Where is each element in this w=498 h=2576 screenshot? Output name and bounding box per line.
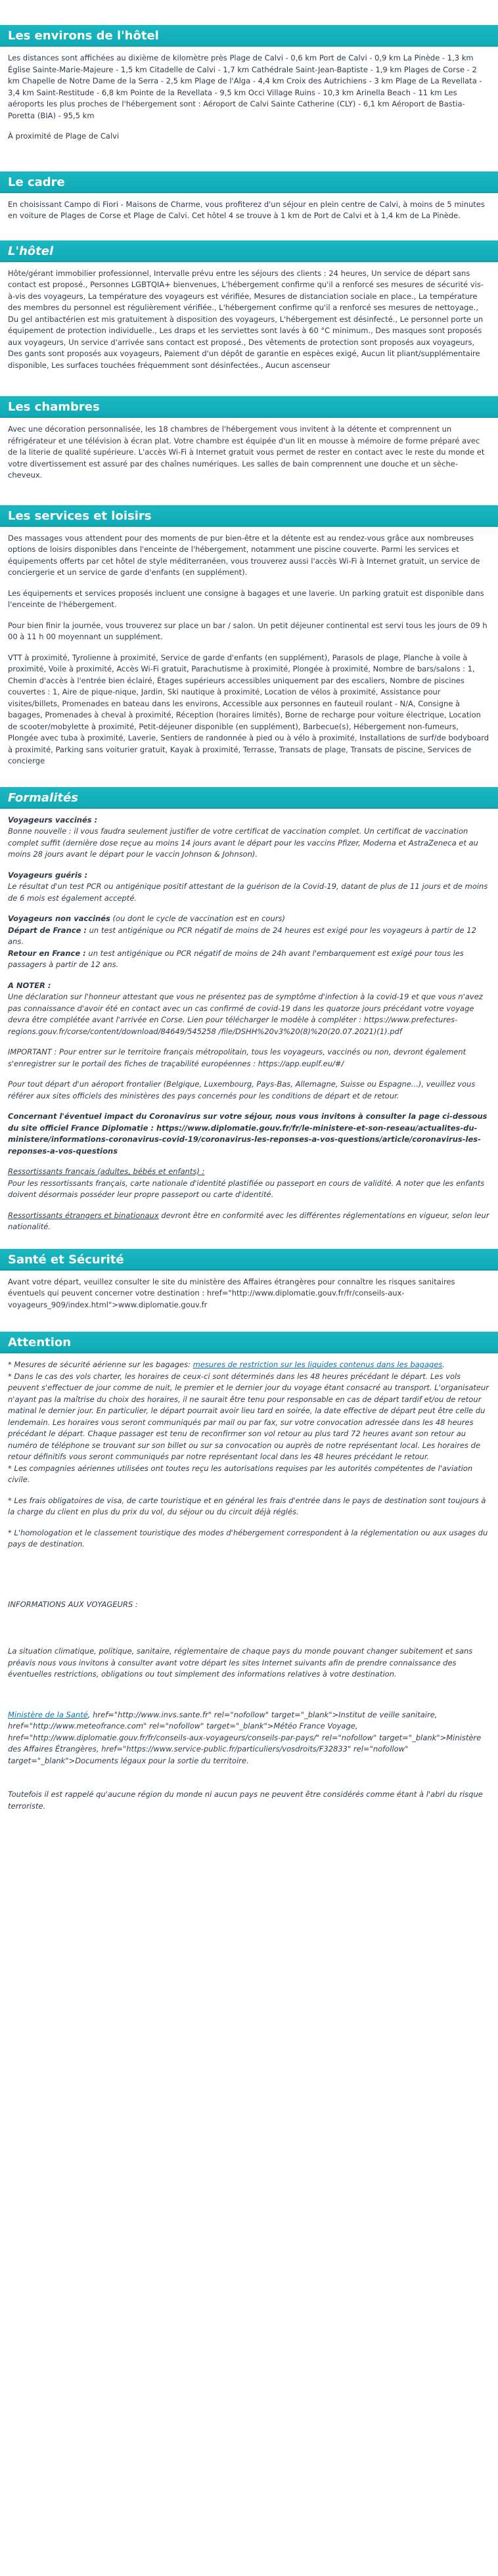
section-cadre <box>0 193 498 222</box>
environs-distances-text: Les distances sont affichées au dixième de kilomètre près Plage de Calvi - 0,6 km Port de Calvi - 0,9 km La Pinède - 1,3 km Église Sainte-Marie-Majeure - 1,5 km Citadelle de Calvi - 1,7 km Cathédrale Saint-Jean-Baptiste - 1,9 km Plages de Corse - 2 km Chapelle de Notre Dame de la Serra - 2,5 km Plage de l'Alga - 4,4 km Croix des Autrichiens - 3 km Plage de La Revellata - 3,4 km Saint-Restitude - 6,8 km Pointe de la Revellata - 9,5 km Occi Village Ruins - 10,3 km Arinella Beach - 11 km Les aéroports les plus proches de l'hébergement sont : Aéroport de Calvi Sainte Catherine (CLY) - 6,1 km Aéroport de Bastia-Poretta (BIA) - 95,5 km <box>8 53 482 120</box>
french-nationals-block <box>8 1166 490 1201</box>
section-chambres <box>0 418 498 482</box>
health-ministry-link[interactable]: Ministère de la Santé <box>8 1709 88 1719</box>
services-text-2: Les équipements et services proposés incluent une consigne à bagages et une laverie. Un parking gratuit est disponible dans l'enceinte de l'hébergement. <box>8 588 484 609</box>
chambres-text: Avec une décoration personnalisée, les 18 chambres de l'hébergement vous invitent à la détente et comprennent un réfrigérateur et une télévision à écran plat. Votre chambre est équipée d'un lit en mousse à mémoire de forme préparé avec de la literie de qualité supérieure. L'accès Wi-Fi à Internet gratuit vous permet de rester en contact avec le reste du monde et votre divertissement est assuré par des chaînes numériques. Les salles de bain comprennent une douche et un sèche-cheveux. <box>8 424 485 480</box>
section-title-services: Les services et loisirs <box>0 505 498 527</box>
note-heading: A NOTER : <box>8 980 51 990</box>
section-title-attention: Attention <box>0 1332 498 1353</box>
french-nationals-text: Pour les ressortissants français, carte nationale d'identité plastifiée ou passeport en cours de validité. A noter que les enfants doivent désormais posséder leur propre passeport ou carte d'identité. <box>8 1178 485 1199</box>
environs-proximity-text: À proximité de Plage de Calvi <box>8 131 120 141</box>
recovered-text: Le résultat d'un test PCR ou antigénique positif attestant de la guérison de la Covid-19, datant de plus de 11 jours et de moins de 6 mois est également accepté. <box>8 882 488 903</box>
attention-bullet-1-pre: * Mesures de sécurité aérienne sur les bagages: <box>8 1360 193 1369</box>
situation-text: La situation climatique, politique, sanitaire, réglementaire de chaque pays du monde pouvant changer subitement et sans préavis nous vous invitons à consulter avant votre départ les sites Internet suivants afin de prendre connaissance des éventuelles restrictions, obligations ou tout simplement des informations relatives à votre destination. <box>8 1646 473 1679</box>
note-block <box>8 980 490 1038</box>
terrorism-notice: Toutefois il est rappelé qu'aucune région du monde ni aucun pays ne peuvent être considérés comme étant à l'abri du risque terroriste. <box>8 1790 483 1811</box>
border-airport-text: Pour tout départ d'un aéroport frontalier (Belgique, Luxembourg, Pays-Bas, Allemagne, Suisse ou Espagne...), veuillez vous référer aux sites officiels des ministères des pays concernés pour les conditions de départ et de retour. <box>8 1079 476 1100</box>
foreign-nationals-text: devront être en conformité avec les différentes réglementations en vigueur, selon leur nationalité. <box>8 1210 489 1231</box>
recovered-heading: Voyageurs guéris : <box>8 870 88 880</box>
section-hotel <box>0 262 498 372</box>
section-title-hotel <box>0 240 498 262</box>
vaccinated-heading: Voyageurs vaccinés : <box>8 815 98 825</box>
services-text-4: VTT à proximité, Tyrolienne à proximité, Service de garde d'enfants (en supplément), Parasols de plage, Planche à voile à proximité, Voile à proximité, Accès Wi-Fi gratuit, Parachutisme à proximité, Plongée à proximité, Nombre de bars/salons : 1, Chemin d'accès à l'entrée bien éclairé, Étages supérieurs accessibles uniquement par des escaliers, Nombre de piscines couvertes : 1, Aire de pique-nique, Jardin, Ski nautique à proximité, Location de vélos à proximité, Assistance pour visites/billets, Promenades en bateau dans les environs, Accessible aux personnes en fauteuil roulant - N/A, Consigne à bagages, Promenades à cheval à proximité, Réception (horaires limités), Borne de recharge pour voiture électrique, Location de scooter/mobylette à proximité, Petit-déjeuner disponible (en supplément), Barbecue(s), Hébergement non-fumeurs, Plongée avec tuba à proximité, Laverie, Sentiers de randonnée à pied ou à vélo à proximité, Installations de surf/de bodyboard à proximité, Parking sans voiturier gratuit, Kayak à proximité, Terrasse, Transats de plage, Transats de piscine, Services de concierge <box>8 652 489 765</box>
attention-bullet-2: * Dans le cas des vols charter, les horaires de ceux-ci sont déterminés dans les 48 heures précédant le départ. Les vols peuvent s'effectuer de jour comme de nuit, le premier et le dernier jour du voyage étant consacré au transport. L'organisateur n'ayant pas la maîtrise du choix des horaires, il ne saurait être tenu pour responsable en cas de départ tardif et/ou de retour matinal le dernier jour. En particulier, le départ pourrait avoir lieu tard en soirée, la date effective de départ peut être celle du lendemain. Les horaires vous seront communiqués par mail ou par fax, sur votre convocation adressée dans les 48 heures précédant le départ. Chaque passager est tenu de reconfirmer son vol retour au plus tard 72 heures avant son retour au numéro de téléphone se trouvant sur son billet ou sur sa convocation ou auprès de notre représentant local. Les horaires de retour définitifs vous seront communiqués par notre représentant local dans les 48 heures précédant le retour. <box>8 1371 489 1461</box>
attention-bullet-1 <box>8 1359 490 1486</box>
attention-bullet-5: * L'homologation et le classement touristique des modes d'hébergement correspondent à la réglementation ou aux usages du pays de destination. <box>8 1527 488 1548</box>
foreign-nationals-block <box>8 1210 490 1233</box>
departure-text: un test antigénique ou PCR négatif de moins de 24 heures est exigé pour les voyageurs à partir de 12 ans. <box>8 925 476 946</box>
sante-text: Avant votre départ, veuillez consulter le site du ministère des Affaires étrangères pour connaître les risques sanitaires éventuels qui peuvent concerner votre destination : href="http://www.diplomatie.gouv.fr/fr/conseils-aux-voyageurs_909/index.html">www.diplomatie.gouv.fr <box>8 1277 455 1309</box>
note-text: Une déclaration sur l'honneur attestant que vous ne présentez pas de symptôme d'infection à la covid-19 et que vous n'avez pas connaissance d'avoir été en contact avec un cas confirmé de covid-19 dans les quatorze jours précédant votre voyage devra être complétée avant l'arrivée en Corse. Lien pour télécharger le modèle à compléter : https://www.prefectures-regions.gouv.fr/corse/content/download/84649/545258 /file/DSHH%20v3%20(8)%20(20.07.2021)(1).pdf <box>8 992 483 1036</box>
travelers-info-heading: INFORMATIONS AUX VOYAGEURS : <box>8 1599 138 1609</box>
section-title-cadre: Le cadre <box>0 171 498 193</box>
section-title-environs: Les environs de l'hôtel <box>0 25 498 47</box>
section-title-sante: Santé et Sécurité <box>0 1249 498 1271</box>
resources-block <box>8 1709 490 1767</box>
vaccinated-block <box>8 815 490 861</box>
attention-bullet-1-post: . <box>442 1360 445 1369</box>
unvaccinated-block <box>8 913 490 971</box>
section-attention <box>0 1353 498 1812</box>
hotel-text: Hôte/gérant immobilier professionnel, Intervalle prévu entre les séjours des clients : 24 heures, Un service de départ sans contact est proposé., Personnes LGBTQIA+ bienvenues, L'hébergement confirme qu'il a renforcé ses mesures de sécurité vis-à-vis des voyageurs, La température des voyageurs est vérifiée, Mesures de distanciation sociale en place., La température des membres du personnel est régulièrement vérifiée., L'hébergement confirme qu'il a renforcé ses mesures de nettoyage., Du gel antibactérien est mis gratuitement à disposition des voyageurs, L'hébergement est désinfecté., Le personnel porte un équipement de protection individuelle., Les draps et les serviettes sont lavés à 60 °C minimum., Des masques sont proposés aux voyageurs, Un service d'arrivée sans contact est proposé., Des vêtements de protection sont proposés aux voyageurs, Des gants sont proposés aux voyageurs, Paiement d'un dépôt de garantie en espèces exigé, Aucun lit pliant/supplémentaire disponible, Les surfaces touchées fréquemment sont désinfectées., Aucun ascenseur <box>8 268 484 370</box>
liquids-restriction-link[interactable]: mesures de restriction sur les liquides contenus dans les bagages <box>192 1360 443 1369</box>
section-title-hotel-text: L'hôtel <box>8 244 54 258</box>
section-title-formalites <box>0 787 498 809</box>
vaccinated-text: Bonne nouvelle : il vous faudra seulement justifier de votre certificat de vaccination complet. Un certificat de vaccination complet suffit (dernière dose reçue au moins 14 jours avant le départ pour les vaccins Pfizer, Moderna et AstraZeneca et au moins 28 jours avant le départ pour le vaccin Johnson & Johnson). <box>8 826 478 859</box>
resources-text: , href="http://www.invs.sante.fr" rel="nofollow" target="_blank">Institut de veille sanitaire, href="http://www.meteofrance.com" rel="nofollow" target="_blank">Météo France Voyage, href="http://www.diplomatie.gouv.fr/fr/conseils-aux-voyageurs/conseils-par-pays/" rel="nofollow" target="_blank">Ministère des Affaires Étrangères, href="https://www.service-public.fr/particuliers/vosdroits/F32833" rel="nofollow" target="_blank">Documents légaux pour la sortie du territoire. <box>8 1709 482 1765</box>
attention-bullet-4: * Les frais obligatoires de visa, de carte touristique et en général les frais d'entrée dans le pays de destination sont toujours à la charge du client en plus du prix du vol, du séjour ou du circuit déjà réglés. <box>8 1495 486 1516</box>
return-text: un test antigénique ou PCR négatif de moins de 24h avant l'embarquement est exigé pour tous les passagers à partir de 12 ans. <box>8 948 464 969</box>
coronavirus-text: Concernant l'éventuel impact du Coronavirus sur votre séjour, nous vous invitons à consulter la page ci-dessous du site officiel France Diplomatie : https://www.diplomatie.gouv.fr/fr/le-ministere-et-son-reseau/actualites-du-ministere/informations-coronavirus-covid-19/coronavirus-les-reponses-a-vos-questions/article/coronavirus-les-reponses-a-vos-questions <box>8 1112 487 1156</box>
services-text-3: Pour bien finir la journée, vous trouverez sur place un bar / salon. Un petit déjeuner continental est servi tous les jours de 09 h 00 à 11 h 00 moyennant un supplément. <box>8 620 487 641</box>
attention-bullet-3: * Les compagnies aériennes utilisées ont toutes reçu les autorisations requises par les autorités compétentes de l'aviation civile. <box>8 1463 473 1484</box>
section-title-formalites-text: Formalités <box>8 790 78 805</box>
important-text: IMPORTANT : Pour entrer sur le territoire français métropolitain, tous les voyageurs, vaccinés ou non, devront également s'enregistrer sur le portail des fiches de traçabilité européennes : https://app.euplf.eu/#/ <box>8 1047 466 1068</box>
recovered-block <box>8 870 490 905</box>
section-formalites <box>0 809 498 1233</box>
section-services <box>0 527 498 767</box>
unvaccinated-heading: Voyageurs non vaccinés <box>8 914 110 923</box>
section-sante <box>0 1271 498 1311</box>
french-nationals-heading: Ressortissants français (adultes, bébés et enfants) : <box>8 1167 205 1176</box>
departure-heading: Départ de France : <box>8 925 87 935</box>
cadre-text: En choisissant Campo di Fiori - Maisons de Charme, vous profiterez d'un séjour en plein centre de Calvi, à moins de 5 minutes en voiture de Plages de Corse et Plage de Calvi. Cet hôtel 4 se trouve à 1 km de Port de Calvi et à 1,4 km de La Pinède. <box>8 199 485 220</box>
foreign-nationals-heading: Ressortissants étrangers et binationaux <box>8 1210 159 1220</box>
section-environs <box>0 47 498 143</box>
return-heading: Retour en France : <box>8 948 86 958</box>
unvaccinated-heading-note: (ou dont le cycle de vaccination est en cours) <box>110 914 285 923</box>
section-title-chambres: Les chambres <box>0 396 498 418</box>
services-text-1: Des massages vous attendent pour des moments de pur bien-être et la détente est au rendez-vous grâce aux nombreuses options de loisirs disponibles dans l'enceinte de l'hébergement, notamment une piscine couverte. Parmi les services et équipements offerts par cet hôtel de style méditerranéen, vous trouverez aussi l'accès Wi-Fi à Internet gratuit, un service de conciergerie et un service de garde d'enfants (en supplément). <box>8 533 480 577</box>
